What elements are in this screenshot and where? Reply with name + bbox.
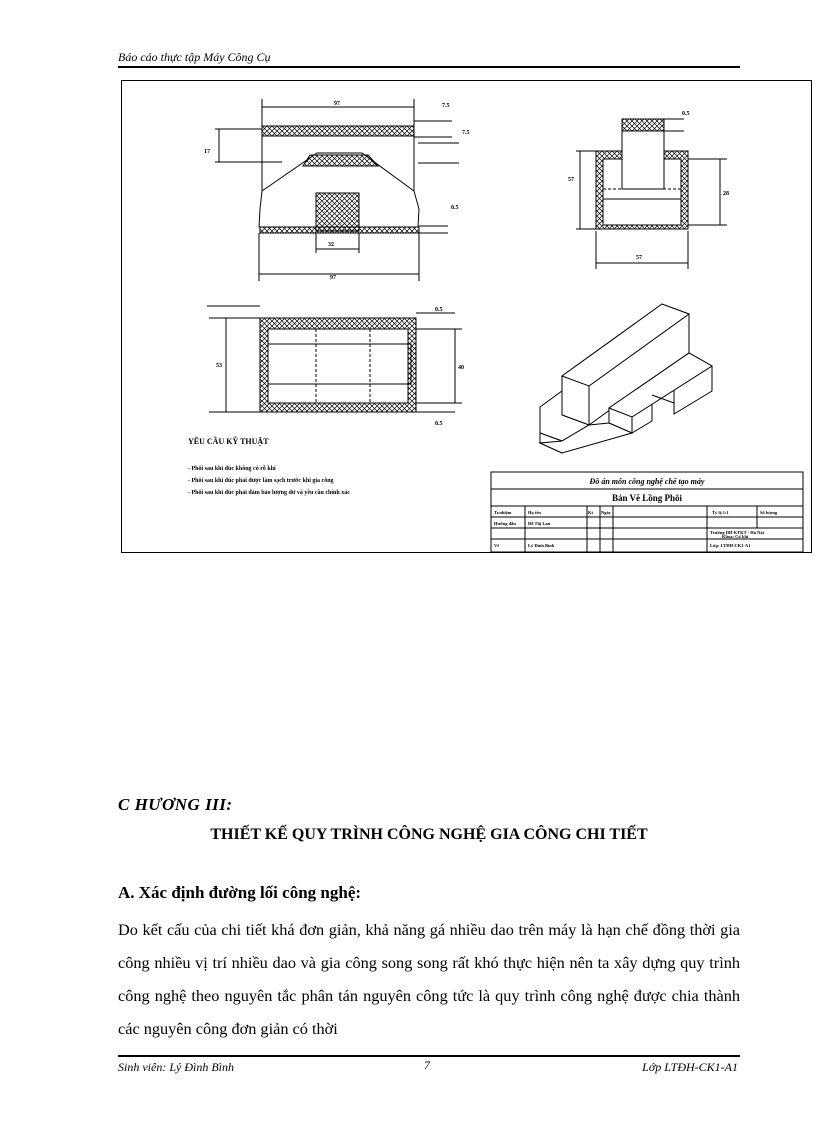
dim-label: 40 xyxy=(458,365,464,371)
requirement-2: - Phôi sau khi đúc phải được làm sạch trước khi gia công xyxy=(188,478,334,484)
dim-label: 7.5 xyxy=(442,103,450,109)
tb-cell: Tr.nhiệm xyxy=(494,510,512,515)
tb-cell: Kt xyxy=(588,510,593,515)
requirement-3: - Phôi sau khi đúc phải đảm bảo lượng dư và yêu cầu chính xác xyxy=(188,490,350,496)
dim-label: 0.5 xyxy=(435,307,443,313)
page-header: Báo cáo thực tập Máy Công Cụ xyxy=(118,50,271,64)
tb-cell: Số lượng xyxy=(760,510,778,515)
dim-label: 53 xyxy=(216,363,222,369)
tb-cell: Khoa: Cơ khí xyxy=(722,534,749,539)
dim-label: 7.5 xyxy=(462,130,470,136)
page-number: 7 xyxy=(424,1058,430,1072)
dim-label: 32 xyxy=(328,242,334,248)
dim-label: 57 xyxy=(568,177,574,183)
top-view xyxy=(207,306,462,412)
requirement-1: - Phôi sau khi đúc không có rỗ khí xyxy=(188,466,276,472)
drawing-svg xyxy=(122,81,811,552)
tb-cell: Lớp: LTĐH-CK1-A1 xyxy=(710,543,751,548)
footer-rule xyxy=(118,1055,740,1057)
chapter-label: C HƯƠNG III: xyxy=(118,795,233,814)
dim-label: 97 xyxy=(334,101,340,107)
title-block-text xyxy=(494,477,778,548)
dim-label: 57 xyxy=(636,255,642,261)
drawing-name: Bản Vẽ Lồng Phôi xyxy=(611,493,683,503)
tb-cell: Tỷ lệ 1:1 xyxy=(712,510,729,515)
tb-cell: Hướng dẫn xyxy=(494,521,516,526)
dim-label: 0.5 xyxy=(682,111,690,117)
side-view xyxy=(576,119,727,269)
dim-label: 0.5 xyxy=(435,421,443,427)
isometric-view xyxy=(540,304,712,453)
tb-cell: Lý Đình Bình xyxy=(528,543,555,548)
dim-label: 97 xyxy=(330,275,336,281)
tb-cell: Ngày xyxy=(601,510,611,515)
header-rule xyxy=(118,66,740,68)
section-heading: A. Xác định đường lối công nghệ: xyxy=(118,883,362,902)
front-view xyxy=(215,99,459,281)
dim-label: 17 xyxy=(204,149,210,155)
tb-cell: Vẽ xyxy=(494,543,500,548)
dim-label: 0.5 xyxy=(451,205,459,211)
requirements-block xyxy=(188,436,350,496)
tb-cell: Trường ĐH KTKT - Hà Nội xyxy=(710,530,764,535)
requirements-title: YÊU CẦU KỸ THUẬT xyxy=(188,437,269,446)
chapter-title: THIẾT KẾ QUY TRÌNH CÔNG NGHỆ GIA CÔNG CHI TIẾT xyxy=(210,826,648,843)
body-paragraph: Do kết cấu của chi tiết khá đơn giản, khả năng gá nhiều dao trên máy là hạn chế đồng thời gia công nhiều vị trí nhiều dao và gia công song song rất khó thực hiện nên ta xây dựng quy trình công nghệ theo nguyên tắc phân tán nguyên công tức là quy trình công nghệ được chia thành các nguyên công đơn giản có thời xyxy=(118,920,740,1038)
tb-cell: Đỗ Thị Lan xyxy=(528,521,551,526)
dim-label: 28 xyxy=(723,191,729,197)
technical-drawing xyxy=(121,80,812,553)
project-title: Đồ án môn công nghệ chế tạo máy xyxy=(589,477,705,486)
footer-class: Lớp LTĐH-CK1-A1 xyxy=(642,1060,738,1074)
tb-cell: Họ tên xyxy=(528,510,541,515)
footer-student: Sinh viên: Lý Đình Bình xyxy=(118,1060,234,1074)
